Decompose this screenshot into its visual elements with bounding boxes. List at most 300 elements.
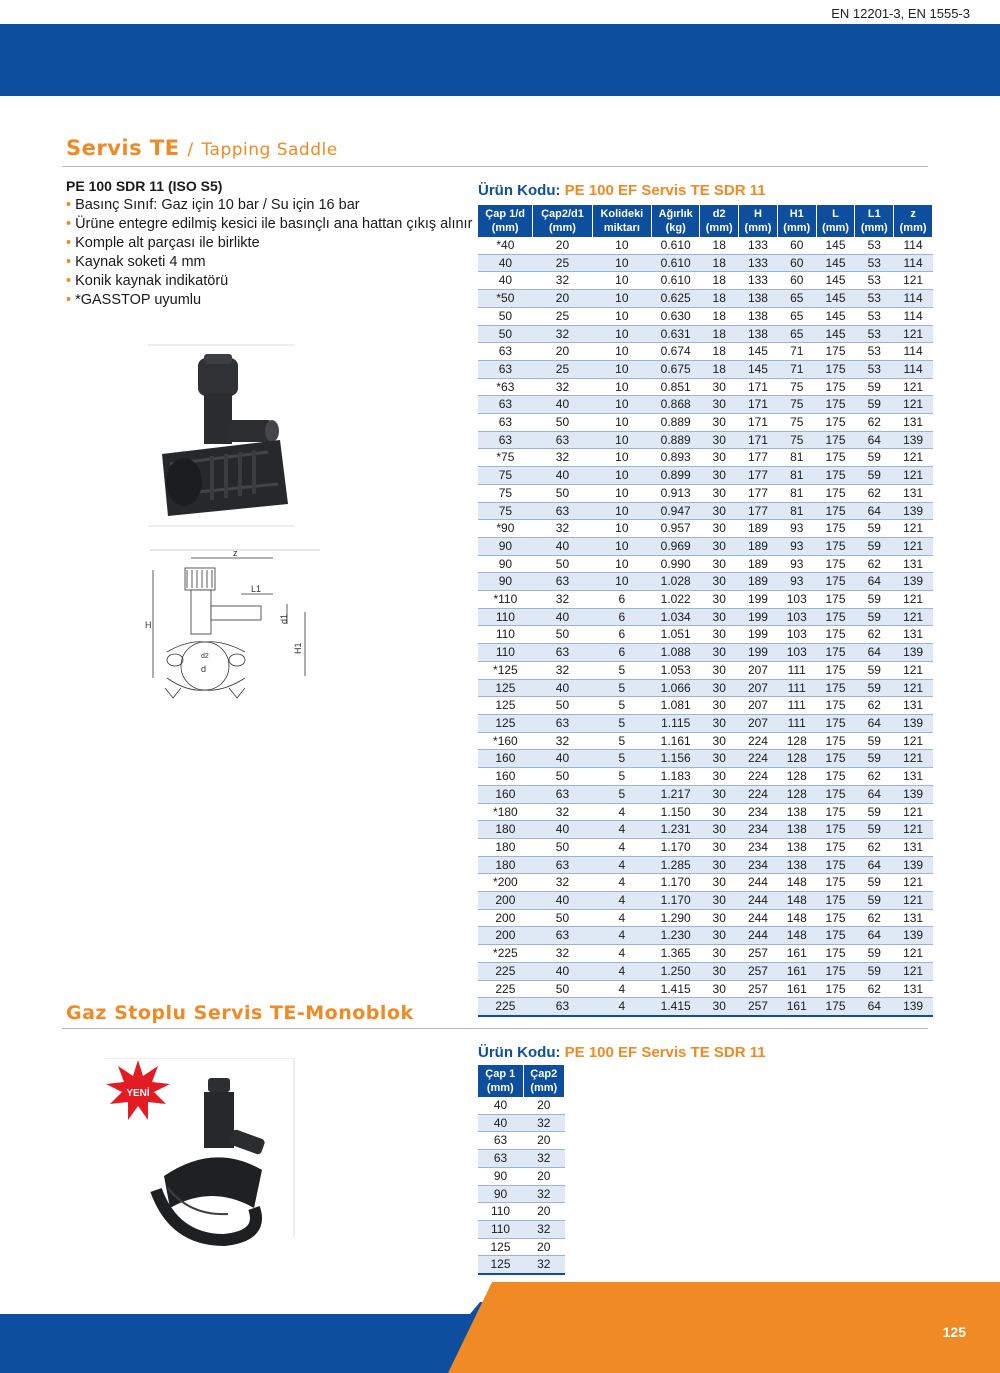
table-cell: 63 bbox=[533, 502, 592, 520]
table-cell: 63 bbox=[478, 414, 533, 432]
table-row bbox=[478, 679, 933, 697]
table-cell: 4 bbox=[592, 892, 651, 910]
table-cell: 175 bbox=[816, 803, 855, 821]
table-cell: 175 bbox=[816, 821, 855, 839]
table-cell: 234 bbox=[739, 838, 778, 856]
table-cell: 175 bbox=[816, 591, 855, 609]
table-row bbox=[478, 626, 933, 644]
table-cell: 20 bbox=[523, 1238, 564, 1256]
table-cell: 18 bbox=[700, 272, 739, 290]
table-cell: 189 bbox=[739, 555, 778, 573]
table-cell: 138 bbox=[777, 856, 816, 874]
table-cell: 171 bbox=[739, 414, 778, 432]
column-header-unit: (mm) bbox=[860, 222, 888, 234]
bullet-dot-icon: • bbox=[66, 197, 72, 213]
table-cell: 59 bbox=[855, 591, 894, 609]
product-photo-monoblok bbox=[104, 1058, 304, 1258]
bullet-dot-icon: • bbox=[66, 254, 72, 270]
table-cell: 1.231 bbox=[652, 821, 700, 839]
table-cell: 50 bbox=[533, 555, 592, 573]
table-row bbox=[478, 821, 933, 839]
table-cell: 175 bbox=[816, 838, 855, 856]
table-cell: 171 bbox=[739, 431, 778, 449]
table-cell: 32 bbox=[523, 1150, 564, 1168]
table-cell: 64 bbox=[855, 785, 894, 803]
table-cell: 125 bbox=[478, 697, 533, 715]
table-cell: 6 bbox=[592, 644, 651, 662]
table-cell: 4 bbox=[592, 962, 651, 980]
section-subtitle: Tapping Saddle bbox=[201, 140, 338, 160]
table-cell: 114 bbox=[894, 307, 933, 325]
table-cell: 1.051 bbox=[652, 626, 700, 644]
table-cell: 30 bbox=[700, 838, 739, 856]
table-cell: 18 bbox=[700, 290, 739, 308]
table-cell: 139 bbox=[894, 714, 933, 732]
table-cell: 50 bbox=[533, 484, 592, 502]
table-cell: 200 bbox=[478, 927, 533, 945]
table-row bbox=[478, 1167, 565, 1185]
table-cell: 63 bbox=[478, 431, 533, 449]
table-cell: 131 bbox=[894, 980, 933, 998]
table-cell: *63 bbox=[478, 378, 533, 396]
table-cell: 175 bbox=[816, 378, 855, 396]
dim-d: d bbox=[201, 664, 207, 674]
table-cell: 121 bbox=[894, 945, 933, 963]
column-header-label: L1 bbox=[867, 208, 881, 220]
dim-d2: d2 bbox=[201, 653, 209, 660]
table-cell: 175 bbox=[816, 945, 855, 963]
table-cell: 0.631 bbox=[652, 325, 700, 343]
table-cell: 63 bbox=[478, 396, 533, 414]
table-cell: 53 bbox=[855, 290, 894, 308]
table-cell: 53 bbox=[855, 343, 894, 361]
table-cell: 93 bbox=[777, 555, 816, 573]
table-row bbox=[478, 714, 933, 732]
table-cell: 244 bbox=[739, 927, 778, 945]
table-cell: 32 bbox=[523, 1185, 564, 1203]
table-cell: 1.081 bbox=[652, 697, 700, 715]
table-cell: 1.285 bbox=[652, 856, 700, 874]
dim-h1: H1 bbox=[293, 642, 303, 654]
table-cell: 30 bbox=[700, 750, 739, 768]
table-cell: 10 bbox=[592, 431, 651, 449]
table-cell: 30 bbox=[700, 502, 739, 520]
table-cell: 175 bbox=[816, 785, 855, 803]
table-cell: 30 bbox=[700, 962, 739, 980]
table-cell: 59 bbox=[855, 608, 894, 626]
table-cell: 145 bbox=[816, 254, 855, 272]
table-cell: 75 bbox=[478, 467, 533, 485]
table-cell: 0.889 bbox=[652, 431, 700, 449]
table-cell: 93 bbox=[777, 573, 816, 591]
table-cell: 111 bbox=[777, 697, 816, 715]
table-row bbox=[478, 307, 933, 325]
table-cell: 10 bbox=[592, 573, 651, 591]
table-cell: 59 bbox=[855, 537, 894, 555]
table-cell: 103 bbox=[777, 644, 816, 662]
table-cell: 32 bbox=[523, 1220, 564, 1238]
table-cell: 30 bbox=[700, 892, 739, 910]
section-divider bbox=[62, 1028, 928, 1029]
table-cell: 20 bbox=[533, 237, 592, 254]
table-cell: 30 bbox=[700, 396, 739, 414]
column-header-unit: (mm) bbox=[491, 222, 519, 234]
table-cell: 121 bbox=[894, 803, 933, 821]
table-cell: 5 bbox=[592, 785, 651, 803]
table-cell: 128 bbox=[777, 768, 816, 786]
table-cell: 138 bbox=[739, 290, 778, 308]
table-cell: 5 bbox=[592, 679, 651, 697]
table-header-row bbox=[478, 205, 933, 237]
table-cell: 10 bbox=[592, 307, 651, 325]
table-cell: 148 bbox=[777, 909, 816, 927]
table-cell: 40 bbox=[533, 467, 592, 485]
spec-table-monoblok bbox=[478, 1065, 565, 1275]
table-cell: 32 bbox=[533, 945, 592, 963]
table-cell: 139 bbox=[894, 644, 933, 662]
table-cell: 30 bbox=[700, 874, 739, 892]
table-cell: 131 bbox=[894, 555, 933, 573]
table-row bbox=[478, 343, 933, 361]
footer-orange-shape bbox=[0, 1280, 1000, 1373]
table-cell: 131 bbox=[894, 414, 933, 432]
table-cell: 59 bbox=[855, 520, 894, 538]
table-cell: 30 bbox=[700, 732, 739, 750]
table-cell: 189 bbox=[739, 520, 778, 538]
table-cell: 175 bbox=[816, 537, 855, 555]
table-cell: 30 bbox=[700, 644, 739, 662]
table-cell: 30 bbox=[700, 537, 739, 555]
table-row bbox=[478, 573, 933, 591]
table-cell: 4 bbox=[592, 945, 651, 963]
bullet-dot-icon: • bbox=[66, 235, 72, 251]
table-cell: 111 bbox=[777, 714, 816, 732]
table-cell: 175 bbox=[816, 697, 855, 715]
column-header-label: Ağırlık bbox=[658, 208, 693, 220]
table-cell: 175 bbox=[816, 555, 855, 573]
table-cell: 20 bbox=[523, 1167, 564, 1185]
table-cell: 103 bbox=[777, 608, 816, 626]
column-header-unit: miktarı bbox=[603, 222, 640, 234]
table-cell: 62 bbox=[855, 555, 894, 573]
table-cell: 175 bbox=[816, 998, 855, 1016]
table-cell: 175 bbox=[816, 573, 855, 591]
table-cell: 0.957 bbox=[652, 520, 700, 538]
table-cell: 75 bbox=[478, 502, 533, 520]
table-cell: 257 bbox=[739, 962, 778, 980]
column-header-label: H1 bbox=[789, 208, 804, 220]
table-cell: *90 bbox=[478, 520, 533, 538]
table-cell: 0.630 bbox=[652, 307, 700, 325]
header-band bbox=[0, 24, 1000, 96]
column-header-label: H bbox=[754, 208, 762, 220]
table-row bbox=[478, 537, 933, 555]
table-cell: 59 bbox=[855, 821, 894, 839]
table-row bbox=[478, 732, 933, 750]
table-cell: 53 bbox=[855, 254, 894, 272]
table-cell: 121 bbox=[894, 325, 933, 343]
table-cell: 65 bbox=[777, 290, 816, 308]
table-cell: 50 bbox=[478, 307, 533, 325]
table-cell: 32 bbox=[523, 1114, 564, 1132]
column-header-label: z bbox=[910, 208, 916, 220]
table-cell: 64 bbox=[855, 644, 894, 662]
table-cell: 1.217 bbox=[652, 785, 700, 803]
table-cell: 5 bbox=[592, 661, 651, 679]
table-cell: 64 bbox=[855, 431, 894, 449]
table-cell: 32 bbox=[533, 449, 592, 467]
table-cell: 175 bbox=[816, 661, 855, 679]
table-cell: 63 bbox=[533, 785, 592, 803]
table-cell: 139 bbox=[894, 927, 933, 945]
table-cell: 50 bbox=[533, 768, 592, 786]
table-cell: 0.899 bbox=[652, 467, 700, 485]
table-cell: 145 bbox=[816, 237, 855, 254]
table-row bbox=[478, 697, 933, 715]
table-row bbox=[478, 555, 933, 573]
table-cell: 75 bbox=[777, 431, 816, 449]
table-cell: 30 bbox=[700, 927, 739, 945]
table-cell: 1.034 bbox=[652, 608, 700, 626]
table-cell: 110 bbox=[478, 608, 533, 626]
table-cell: *75 bbox=[478, 449, 533, 467]
table-cell: 63 bbox=[478, 360, 533, 378]
yeni-badge: YENİ bbox=[126, 1088, 150, 1099]
table-cell: 32 bbox=[533, 732, 592, 750]
table-cell: 75 bbox=[478, 484, 533, 502]
table-cell: 30 bbox=[700, 714, 739, 732]
table-cell: 10 bbox=[592, 467, 651, 485]
table-cell: 257 bbox=[739, 998, 778, 1016]
table-cell: 63 bbox=[533, 927, 592, 945]
table-cell: 59 bbox=[855, 467, 894, 485]
table-cell: 40 bbox=[533, 396, 592, 414]
table-cell: 4 bbox=[592, 927, 651, 945]
table-cell: 32 bbox=[533, 661, 592, 679]
table-cell: 225 bbox=[478, 980, 533, 998]
table-cell: 1.250 bbox=[652, 962, 700, 980]
table-cell: 6 bbox=[592, 591, 651, 609]
table-cell: 1.066 bbox=[652, 679, 700, 697]
table-cell: 60 bbox=[777, 237, 816, 254]
table-cell: 114 bbox=[894, 237, 933, 254]
spec-bullet bbox=[66, 272, 476, 291]
table-row bbox=[478, 892, 933, 910]
table-cell: 200 bbox=[478, 909, 533, 927]
dim-z: z bbox=[233, 548, 238, 558]
table-cell: 60 bbox=[777, 254, 816, 272]
table-cell: 0.610 bbox=[652, 254, 700, 272]
table-cell: 121 bbox=[894, 732, 933, 750]
column-header bbox=[533, 205, 592, 237]
table-row bbox=[478, 1185, 565, 1203]
table-cell: 121 bbox=[894, 537, 933, 555]
column-header-unit: (mm) bbox=[530, 1082, 558, 1094]
table-cell: 0.868 bbox=[652, 396, 700, 414]
table-cell: 59 bbox=[855, 378, 894, 396]
table-cell: 10 bbox=[592, 237, 651, 254]
column-header-unit: (mm) bbox=[822, 222, 849, 234]
table-cell: 30 bbox=[700, 414, 739, 432]
table-cell: 63 bbox=[533, 856, 592, 874]
table-cell: 10 bbox=[592, 325, 651, 343]
table-cell: 121 bbox=[894, 750, 933, 768]
column-header bbox=[478, 1065, 523, 1097]
table-cell: 50 bbox=[533, 909, 592, 927]
table-cell: 139 bbox=[894, 856, 933, 874]
table-cell: 121 bbox=[894, 467, 933, 485]
table-row bbox=[478, 378, 933, 396]
table-cell: 0.625 bbox=[652, 290, 700, 308]
table-row bbox=[478, 290, 933, 308]
table-row bbox=[478, 945, 933, 963]
table-cell: 145 bbox=[816, 290, 855, 308]
column-header bbox=[777, 205, 816, 237]
table-cell: 177 bbox=[739, 484, 778, 502]
table-cell: *125 bbox=[478, 661, 533, 679]
column-header-unit: (mm) bbox=[744, 222, 772, 234]
dim-h: H bbox=[145, 620, 152, 630]
table-cell: 175 bbox=[816, 768, 855, 786]
table-cell: 145 bbox=[816, 272, 855, 290]
table-cell: 0.675 bbox=[652, 360, 700, 378]
table-cell: 30 bbox=[700, 520, 739, 538]
table-cell: 175 bbox=[816, 644, 855, 662]
column-header bbox=[652, 205, 700, 237]
table-cell: 20 bbox=[533, 343, 592, 361]
table-cell: 59 bbox=[855, 962, 894, 980]
table-cell: *180 bbox=[478, 803, 533, 821]
table-cell: 62 bbox=[855, 980, 894, 998]
table-cell: 133 bbox=[739, 254, 778, 272]
table-cell: 10 bbox=[592, 378, 651, 396]
table-cell: 125 bbox=[478, 714, 533, 732]
table-cell: 128 bbox=[777, 750, 816, 768]
table-cell: 10 bbox=[592, 555, 651, 573]
table-cell: 175 bbox=[816, 626, 855, 644]
table-cell: 5 bbox=[592, 714, 651, 732]
table-cell: 121 bbox=[894, 272, 933, 290]
table-cell: 224 bbox=[739, 785, 778, 803]
table-cell: 161 bbox=[777, 980, 816, 998]
table-cell: 110 bbox=[478, 1220, 523, 1238]
table-cell: 114 bbox=[894, 290, 933, 308]
table-cell: 81 bbox=[777, 449, 816, 467]
table-cell: *50 bbox=[478, 290, 533, 308]
column-header-label: Çap2/d1 bbox=[541, 208, 584, 220]
table-cell: 10 bbox=[592, 272, 651, 290]
table-cell: 1.415 bbox=[652, 980, 700, 998]
table-cell: 1.053 bbox=[652, 661, 700, 679]
table-cell: 63 bbox=[478, 1150, 523, 1168]
table-cell: 121 bbox=[894, 962, 933, 980]
section-title-separator: / bbox=[187, 140, 194, 160]
table-cell: 30 bbox=[700, 821, 739, 839]
table-cell: 175 bbox=[816, 396, 855, 414]
table-cell: 30 bbox=[700, 998, 739, 1016]
table-cell: 30 bbox=[700, 449, 739, 467]
table-cell: 1.156 bbox=[652, 750, 700, 768]
spec-heading: PE 100 SDR 11 (ISO S5) bbox=[66, 178, 223, 194]
table-cell: 40 bbox=[533, 679, 592, 697]
table-cell: 175 bbox=[816, 449, 855, 467]
table-cell: 40 bbox=[478, 254, 533, 272]
spec-bullet bbox=[66, 196, 476, 215]
product-code-title-1 bbox=[478, 182, 766, 199]
table-cell: 53 bbox=[855, 360, 894, 378]
table-cell: 59 bbox=[855, 449, 894, 467]
table-row bbox=[478, 1114, 565, 1132]
table-cell: 175 bbox=[816, 608, 855, 626]
table-cell: 133 bbox=[739, 272, 778, 290]
table-cell: 40 bbox=[533, 962, 592, 980]
table-cell: 30 bbox=[700, 909, 739, 927]
table-row bbox=[478, 962, 933, 980]
table-cell: 59 bbox=[855, 661, 894, 679]
table-cell: 30 bbox=[700, 945, 739, 963]
table-cell: 138 bbox=[777, 821, 816, 839]
table-cell: 177 bbox=[739, 467, 778, 485]
table-cell: 40 bbox=[533, 821, 592, 839]
spec-bullet-text: *GASSTOP uyumlu bbox=[75, 292, 202, 308]
table-cell: 114 bbox=[894, 360, 933, 378]
table-cell: 177 bbox=[739, 449, 778, 467]
table-cell: 121 bbox=[894, 679, 933, 697]
table-row bbox=[478, 1256, 565, 1274]
table-cell: 175 bbox=[816, 467, 855, 485]
table-cell: 121 bbox=[894, 378, 933, 396]
table-row bbox=[478, 1097, 565, 1114]
table-cell: 225 bbox=[478, 962, 533, 980]
table-cell: 1.115 bbox=[652, 714, 700, 732]
table-row bbox=[478, 980, 933, 998]
table-row bbox=[478, 1132, 565, 1150]
dim-l1: L1 bbox=[251, 584, 262, 594]
spec-list bbox=[66, 196, 476, 310]
table-cell: 90 bbox=[478, 1167, 523, 1185]
table-cell: 189 bbox=[739, 537, 778, 555]
table-cell: 10 bbox=[592, 360, 651, 378]
table-cell: 148 bbox=[777, 874, 816, 892]
table-cell: 18 bbox=[700, 325, 739, 343]
table-cell: 10 bbox=[592, 502, 651, 520]
section-divider bbox=[62, 166, 928, 167]
table-cell: 175 bbox=[816, 980, 855, 998]
table-cell: 5 bbox=[592, 697, 651, 715]
table-cell: 224 bbox=[739, 768, 778, 786]
bullet-dot-icon: • bbox=[66, 292, 72, 308]
table-cell: 0.610 bbox=[652, 237, 700, 254]
page-number: 125 bbox=[942, 1324, 966, 1340]
table-cell: 6 bbox=[592, 608, 651, 626]
table-cell: 133 bbox=[739, 237, 778, 254]
table-cell: 145 bbox=[816, 325, 855, 343]
spec-table-servis-te bbox=[478, 205, 933, 1017]
table-cell: 160 bbox=[478, 768, 533, 786]
table-cell: 59 bbox=[855, 732, 894, 750]
table-cell: 131 bbox=[894, 768, 933, 786]
spec-bullet bbox=[66, 291, 476, 310]
table-row bbox=[478, 661, 933, 679]
table-cell: 71 bbox=[777, 360, 816, 378]
table-cell: 139 bbox=[894, 431, 933, 449]
table-cell: 65 bbox=[777, 325, 816, 343]
table-cell: 30 bbox=[700, 591, 739, 609]
table-cell: 121 bbox=[894, 874, 933, 892]
column-header bbox=[592, 205, 651, 237]
table-cell: 40 bbox=[533, 608, 592, 626]
table-cell: 128 bbox=[777, 732, 816, 750]
